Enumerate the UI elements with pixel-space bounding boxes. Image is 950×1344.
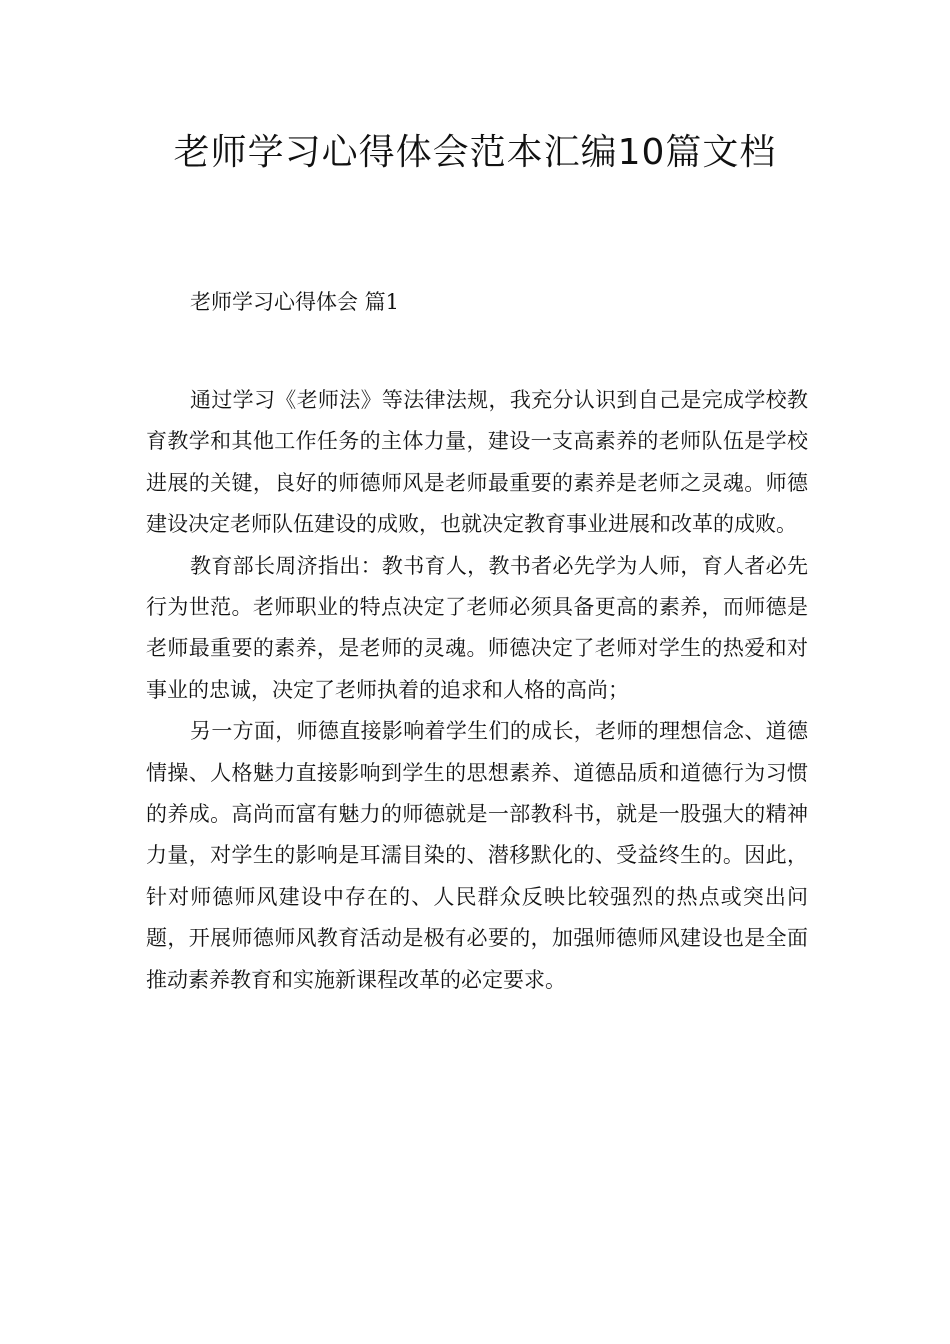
paragraph-2: 教育部长周济指出：教书育人，教书者必先学为人师，育人者必先行为世范。老师职业的特点决定了老师必须具备更高的素养，而师德是老师最重要的素养，是老师的灵魂。师德决定了老师对学生的热爱和对事业的忠诚，决定了老师执着的追求和人格的高尚； xyxy=(146,553,808,702)
document-title: 老师学习心得体会范本汇编10篇文档 xyxy=(173,132,777,173)
paragraph-3: 另一方面，师德直接影响着学生们的成长，老师的理想信念、道德情操、人格魅力直接影响到学生的思想素养、道德品质和道德行为习惯的养成。高尚而富有魅力的师德就是一部教科书，就是一股强大的精神力量，对学生的影响是耳濡目染的、潜移默化的、受益终生的。因此，针对师德师风建设中存在的、人民群众反映比较强烈的热点或突出问题，开展师德师风教育活动是极有必要的，加强师德师风建设也是全面推动素养教育和实施新课程改革的必定要求。 xyxy=(146,719,808,992)
section-heading: 老师学习心得体会 篇1 xyxy=(190,290,400,314)
document-body xyxy=(146,380,808,1001)
paragraph-1: 通过学习《老师法》等法律法规，我充分认识到自己是完成学校教育教学和其他工作任务的主体力量，建设一支高素养的老师队伍是学校进展的关键，良好的师德师风是老师最重要的素养是老师之灵魂。师德建设决定老师队伍建设的成败，也就决定教育事业进展和改革的成败。 xyxy=(146,388,808,537)
